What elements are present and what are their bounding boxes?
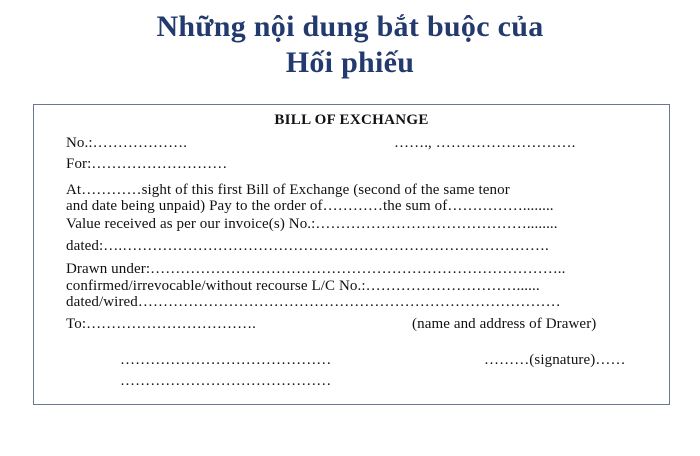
to-drawee-line: To:…………………………….	[66, 316, 257, 332]
blank-line-2: ……………………………………	[120, 373, 332, 389]
pay-to-order-line: and date being unpaid) Pay to the order of…………the sum of……………........	[66, 198, 554, 214]
drawer-note: (name and address of Drawer)	[412, 316, 597, 332]
place-date-line: ……., ……………………….	[394, 135, 576, 151]
slide-title-line-2: Hối phiếu	[285, 46, 415, 79]
at-sight-line: At…………sight of this first Bill of Exchange (second of the same tenor	[66, 182, 510, 198]
bill-heading: BILL OF EXCHANGE	[274, 112, 429, 128]
bill-number-line: No.:……………….	[66, 135, 188, 151]
drawn-under-line: Drawn under:………………………………………………………………………..	[66, 261, 566, 277]
lc-number-line: confirmed/irrevocable/without recourse L/C No.:…………………………......	[66, 278, 540, 294]
slide-title-line-1: Những nội dung bắt buộc của	[156, 10, 544, 43]
for-amount-line: For:………………………	[66, 156, 228, 172]
signature-line: ………(signature)……	[484, 352, 626, 368]
bill-of-exchange-form	[33, 104, 670, 405]
dated-line: dated:….………………………………………………………………………….	[66, 238, 549, 254]
blank-line-1: ……………………………………	[120, 352, 332, 368]
dated-wired-line: dated/wired…………………………………………………………………………	[66, 294, 561, 310]
value-received-line: Value received as per our invoice(s) No.:……………………………………........	[66, 216, 558, 232]
